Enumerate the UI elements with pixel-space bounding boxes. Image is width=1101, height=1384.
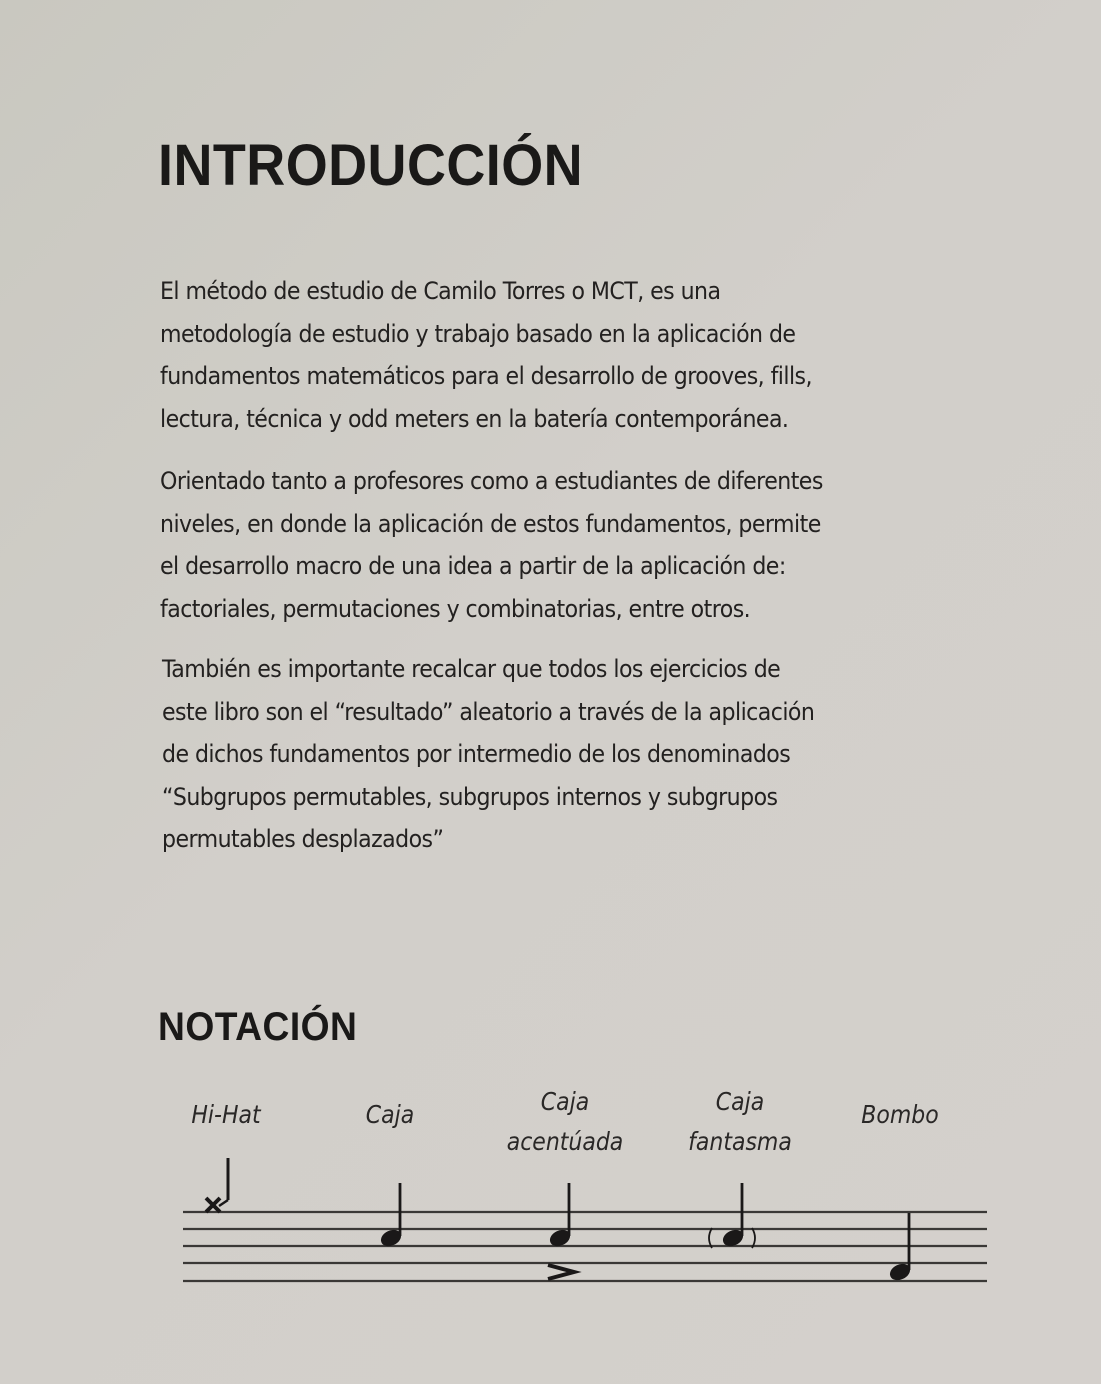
- text-line: niveles, en donde la aplicación de estos fundamentos, permite: [160, 509, 821, 538]
- text-line: permutables desplazados”: [162, 825, 444, 853]
- label-caja-fantasma: Caja fantasma: [688, 1087, 792, 1156]
- staff-lines: [183, 1212, 987, 1281]
- notation-heading: NOTACIÓN: [158, 1005, 358, 1049]
- text-line: metodología de estudio y trabajo basado en la aplicación de: [160, 319, 796, 348]
- text-line: lectura, técnica y odd meters en la batería contemporánea.: [160, 404, 789, 433]
- text-line: “Subgrupos permutables, subgrupos internos y subgrupos: [162, 782, 778, 811]
- introduction-heading: INTRODUCCIÓN: [158, 133, 584, 198]
- text-line: este libro son el “resultado” aleatorio a través de la aplicación: [162, 697, 815, 726]
- label-bombo: Bombo: [861, 1100, 939, 1129]
- text-line: el desarrollo macro de una idea a partir de la aplicación de:: [160, 552, 786, 580]
- text-line: de dichos fundamentos por intermedio de los denominados: [162, 740, 791, 768]
- text-line: fundamentos matemáticos para el desarrollo de grooves, fills,: [160, 362, 812, 390]
- hi-hat-note-icon: [206, 1158, 228, 1212]
- bass-drum-note-icon: [888, 1213, 912, 1283]
- text-line: Orientado tanto a profesores como a estudiantes de diferentes: [160, 467, 823, 495]
- label-hi-hat: Hi-Hat: [191, 1100, 261, 1129]
- accent-mark-icon: [548, 1265, 574, 1279]
- snare-note-icon: [379, 1183, 403, 1249]
- ghost-snare-note-icon: [721, 1183, 745, 1249]
- label-caja-acentuada: Caja acentúada: [506, 1087, 624, 1156]
- accented-snare-note-icon: [548, 1183, 572, 1249]
- text-line: También es importante recalcar que todos los ejercicios de: [162, 655, 781, 683]
- label-caja: Caja: [365, 1100, 415, 1129]
- text-line: factoriales, permutaciones y combinatorias, entre otros.: [160, 594, 751, 623]
- text-line: El método de estudio de Camilo Torres o MCT, es una: [160, 277, 721, 305]
